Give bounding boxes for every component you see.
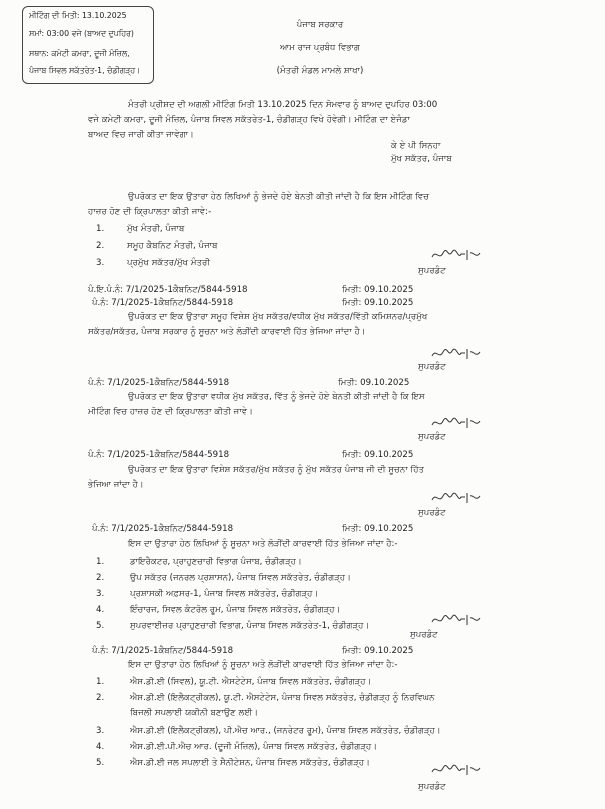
reference-date: ਮਿਤੀ: 09.10.2025 xyxy=(342,524,414,534)
section1-designation: ਸੁਪਰਡੰਟ xyxy=(418,266,446,276)
intro-line-1: ਮੰਤਰੀ ਪ੍ਰੀਸ਼ਦ ਦੀ ਅਗਲੀ ਮੀਟਿੰਗ ਮਿਤੀ 13.10.2025 ਦਿਨ ਸੋਮਵਾਰ ਨੂੰ ਬਾਅਦ ਦੁਪਹਿਰ 03:00 xyxy=(128,100,438,110)
section5-line-1: ਇਸ ਦਾ ਉਤਾਰਾ ਹੇਠ ਲਿਖਿਆਂ ਨੂੰ ਸੂਚਨਾ ਅਤੇ ਲੋੜੀਂਦੀ ਕਾਰਵਾਈ ਹਿੱਤ ਭੇਜਿਆ ਜਾਂਦਾ ਹੈ:- xyxy=(128,539,398,549)
section6-item-num: 4. xyxy=(96,742,105,752)
section1-item-text: ਪ੍ਰਮੁੱਖ ਸਕੱਤਰ/ਮੁੱਖ ਮੰਤਰੀ xyxy=(127,258,210,268)
section6-item-text: ਐਸ.ਡੀ.ਈ ਜਲ ਸਪਲਾਈ ਤੇ ਸੈਨੀਟੇਸ਼ਨ, ਪੰਜਾਬ ਸਿਵਲ ਸਕੱਤਰੇਤ, ਚੰਡੀਗੜ੍ਹ। xyxy=(130,758,370,768)
intro-line-3: ਬਾਅਦ ਵਿਚ ਜਾਰੀ ਕੀਤਾ ਜਾਵੇਗਾ। xyxy=(88,130,194,140)
reference-date: ਮਿਤੀ: 09.10.2025 xyxy=(342,450,414,460)
meeting-time: ਸਮਾਂ: 03:00 ਵਜੇ (ਬਾਅਦ ਦੁਪਹਿਰ) xyxy=(29,29,134,38)
section5-item-text: ਉਪ ਸਕੱਤਰ (ਜਨਰਲ ਪ੍ਰਸ਼ਾਸਨ), ਪੰਜਾਬ ਸਿਵਲ ਸਕੱਤਰੇਤ, ਚੰਡੀਗੜ੍ਹ। xyxy=(130,573,351,583)
reference-number: ਪੰ.ਨੰ: 7/1/2025-1ਕੈਬਨਿਟ/5844-5918 xyxy=(92,646,234,656)
handwritten-signature xyxy=(430,344,482,364)
section1-item-num: 1. xyxy=(96,224,105,234)
section5-item-num: 1. xyxy=(96,557,105,567)
section6-item-text: ਬਿਜਲੀ ਸਪਲਾਈ ਯਕੀਨੀ ਬਣਾਉਣ ਲਈ। xyxy=(130,708,259,718)
reference-number: ਪੰ.ਨੰ: 7/1/2025-1ਕੈਬਨਿਟ/5844-5918 xyxy=(92,298,234,308)
reference-date: ਮਿਤੀ: 09.10.2025 xyxy=(342,646,414,656)
section6-item-text: ਐਸ.ਡੀ.ਈ (ਇਲੈਕਟ੍ਰੀਕਲ), ਯੂ.ਟੀ. ਐਸਟੇਟੇਸ, ਪੰਜਾਬ ਸਿਵਲ ਸਕੱਤਰੇਤ, ਚੰਡੀਗੜ੍ਹ ਨੂੰ ਨਿਰਵਿਘਨ xyxy=(130,693,435,703)
section6-item-text: ਐਸ.ਡੀ.ਈ.ਪੀ.ਐਚ ਆਰ. (ਦੂਜੀ ਮੰਜ਼ਿਲ), ਪੰਜਾਬ ਸਿਵਲ ਸਕੱਤਰੇਤ, ਚੰਡੀਗੜ੍ਹ। xyxy=(130,742,378,752)
section4-line-1: ਉਪਰੋਕਤ ਦਾ ਇਕ ਉਤਾਰਾ ਵਿਸ਼ੇਸ਼ ਸਕੱਤਰ/ਮੁੱਖ ਸਕੱਤਰ ਨੂੰ ਮੁੱਖ ਸਕੱਤਰ ਪੰਜਾਬ ਜੀ ਦੀ ਸੂਚਨਾ ਹਿੱਤ xyxy=(128,465,424,475)
section1-line-1: ਉਪਰੋਕਤ ਦਾ ਇਕ ਉਤਾਰਾ ਹੇਠ ਲਿਖਿਆਂ ਨੂੰ ਭੇਜਦੇ ਹੋਏ ਬੇਨਤੀ ਕੀਤੀ ਜਾਂਦੀ ਹੈ ਕਿ ਇਸ ਮੀਟਿੰਗ ਵਿਚ xyxy=(128,192,430,202)
section5-item-num: 2. xyxy=(96,573,105,583)
reference-date: ਮਿਤੀ: 09.10.2025 xyxy=(342,298,414,308)
section6-line-1: ਇਸ ਦਾ ਉਤਾਰਾ ਹੇਠ ਲਿਖਿਆਂ ਨੂੰ ਸੂਚਨਾ ਅਤੇ ਲੋੜੀਂਦੀ ਕਾਰਵਾਈ ਹਿੱਤ ਭੇਜਿਆ ਜਾਂਦਾ ਹੈ:- xyxy=(128,660,398,670)
section4-line-2: ਭੇਜਿਆ ਜਾਂਦਾ ਹੈ। xyxy=(88,480,144,490)
section3-line-1: ਉਪਰੋਕਤ ਦਾ ਇਕ ਉਤਾਰਾ ਵਧੀਕ ਮੁੱਖ ਸਕੱਤਰ, ਵਿੱਤ ਨੂੰ ਭੇਜਦੇ ਹੋਏ ਬੇਨਤੀ ਕੀਤੀ ਜਾਂਦੀ ਹੈ ਕਿ ਇਸ xyxy=(128,392,425,402)
handwritten-signature xyxy=(430,488,482,508)
reference-date: ਮਿਤੀ: 09.10.2025 xyxy=(342,285,414,295)
meeting-date: ਮੀਟਿੰਗ ਦੀ ਮਿਤੀ: 13.10.2025 xyxy=(29,11,127,20)
section3-line-2: ਮੀਟਿੰਗ ਵਿਚ ਹਾਜ਼ਰ ਹੋਣ ਦੀ ਕ੍ਰਿਪਾਲਤਾ ਕੀਤੀ ਜਾਵੇ। xyxy=(88,407,253,417)
section6-designation: ਸੁਪਰਡੰਟ xyxy=(418,782,446,792)
section6-item-text: ਐਸ.ਡੀ.ਈ (ਇਲੈਕਟ੍ਰੀਕਲ), ਪੀ.ਐਚ ਆਰ., (ਜਨਰੇਟਰ ਰੂਮ), ਪੰਜਾਬ ਸਿਵਲ ਸਕੱਤਰੇਤ, ਚੰਡੀਗੜ੍ਹ। xyxy=(130,726,441,736)
section5-item-num: 4. xyxy=(96,605,105,615)
section1-line-2: ਹਾਜ਼ਰ ਹੋਣ ਦੀ ਕ੍ਰਿਪਾਲਤਾ ਕੀਤੀ ਜਾਵੇ:- xyxy=(88,207,212,217)
section6-item-num: 3. xyxy=(96,726,105,736)
header-branch: (ਮੰਤਰੀ ਮੰਡਲ ਮਾਮਲੇ ਸ਼ਾਖਾ) xyxy=(276,66,364,76)
section5-item-num: 3. xyxy=(96,589,105,599)
section5-item-text: ਇੰਚਾਰਜ, ਸਿਵਲ ਕੰਟਰੋਲ ਰੂਮ, ਪੰਜਾਬ ਸਿਵਲ ਸਕੱਤਰੇਤ, ਚੰਡੀਗੜ੍ਹ। xyxy=(130,605,341,615)
section5-item-text: ਸੁਪਰਵਾਈਜ਼ਰ ਪ੍ਰਾਹੁਣਚਾਰੀ ਵਿਭਾਗ, ਪੰਜਾਬ ਸਿਵਲ ਸਕੱਤਰੇਤ-1, ਚੰਡੀਗੜ੍ਹ। xyxy=(130,621,370,631)
section6-item-num: 5. xyxy=(96,758,105,768)
section4-designation: ਸੁਪਰਡੰਟ xyxy=(418,508,446,518)
reference-number: ਪੰ.ਨੰ: 7/1/2025-1ਕੈਬਨਿਟ/5844-5918 xyxy=(92,524,234,534)
section2-line-1: ਉਪਰੋਕਤ ਦਾ ਇਕ ਉਤਾਰਾ ਸਮੂਹ ਵਿਸ਼ੇਸ਼ ਮੁੱਖ ਸਕੱਤਰ/ਵਧੀਕ ਮੁੱਖ ਸਕੱਤਰ/ਵਿੱਤੀ ਕਮਿਸ਼ਨਰ/ਪ੍ਰਮੁੱਖ xyxy=(128,312,428,322)
section6-item-num: 1. xyxy=(96,677,105,687)
section5-designation: ਸੁਪਰਡੰਟ xyxy=(410,630,438,640)
meeting-place-line2: ਪੰਜਾਬ ਸਿਵਲ ਸਕੱਤਰੇਤ-1, ਚੰਡੀਗੜ੍ਹ। xyxy=(29,66,141,75)
header-govt: ਪੰਜਾਬ ਸਰਕਾਰ xyxy=(296,20,344,30)
handwritten-signature xyxy=(430,610,482,630)
section3-designation: ਸੁਪਰਡੰਟ xyxy=(418,432,446,442)
section2-line-2: ਸਕੱਤਰ/ਸਕੱਤਰ, ਪੰਜਾਬ ਸਰਕਾਰ ਨੂੰ ਸੂਚਨਾ ਅਤੇ ਲੋੜੀਂਦੀ ਕਾਰਵਾਈ ਹਿੱਤ ਭੇਜਿਆ ਜਾਂਦਾ ਹੈ। xyxy=(88,327,366,337)
section1-item-text: ਸਮੂਹ ਕੈਬਨਿਟ ਮੰਤਰੀ, ਪੰਜਾਬ xyxy=(127,241,218,251)
signer-name: ਕੇ ਏ ਪੀ ਸਿਨਹਾ xyxy=(391,141,441,151)
meeting-notice-box xyxy=(22,6,154,84)
section5-item-text: ਡਾਇਰੈਕਟਰ, ਪ੍ਰਾਹੁਣਚਾਰੀ ਵਿਭਾਗ ਪੰਜਾਬ, ਚੰਡੀਗੜ੍ਹ। xyxy=(130,557,302,567)
section5-item-num: 5. xyxy=(96,621,105,631)
handwritten-signature xyxy=(430,760,482,780)
section2-designation: ਸੁਪਰਡੰਟ xyxy=(418,362,446,372)
meeting-place-line1: ਸਥਾਨ: ਕਮੇਟੀ ਕਮਰਾ, ਦੂਜੀ ਮੰਜ਼ਿਲ, xyxy=(29,49,130,58)
section1-item-num: 3. xyxy=(96,258,105,268)
header-department: ਆਮ ਰਾਜ ਪ੍ਰਬੰਧ ਵਿਭਾਗ xyxy=(279,43,361,53)
section6-item-text: ਐਸ.ਡੀ.ਈ (ਸਿਵਲ), ਯੂ.ਟੀ. ਐਸਟੇਟੇਸ, ਪੰਜਾਬ ਸਿਵਲ ਸਕੱਤਰੇਤ, ਚੰਡੀਗੜ੍ਹ। xyxy=(130,677,372,687)
section6-item-num: 2. xyxy=(96,693,105,703)
signer-title: ਮੁੱਖ ਸਕੱਤਰ, ਪੰਜਾਬ xyxy=(391,154,452,164)
reference-number: ਪੰ.ਨੰ: 7/1/2025-1ਕੈਬਨਿਟ/5844-5918 xyxy=(88,450,230,460)
handwritten-signature xyxy=(430,245,482,265)
reference-date: ਮਿਤੀ: 09.10.2025 xyxy=(338,378,410,388)
handwritten-signature xyxy=(430,413,482,433)
intro-line-2: ਵਜੇ ਕਮੇਟੀ ਕਮਰਾ, ਦੂਜੀ ਮੰਜ਼ਿਲ, ਪੰਜਾਬ ਸਿਵਲ ਸਕੱਤਰੇਤ-1, ਚੰਡੀਗੜ੍ਹ ਵਿਖੇ ਹੋਵੇਗੀ। ਮੀਟਿੰਗ ਦਾ ਏਜੰਡਾ xyxy=(88,115,410,125)
section1-item-num: 2. xyxy=(96,241,105,251)
section5-item-text: ਪ੍ਰਸ਼ਾਸਕੀ ਅਫ਼ਸਰ-1, ਪੰਜਾਬ ਸਿਵਲ ਸਕੱਤਰੇਤ, ਚੰਡੀਗੜ੍ਹ। xyxy=(130,589,319,599)
reference-number: ਪੰ.ਇ.ਪੰ.ਨੰ: 7/1/2025-1ਕੈਬਨਿਟ/5844-5918 xyxy=(88,285,248,295)
section1-item-text: ਮੁੱਖ ਮੰਤਰੀ, ਪੰਜਾਬ xyxy=(127,224,185,234)
reference-number: ਪੰ.ਨੰ: 7/1/2025-1ਕੈਬਨਿਟ/5844-5918 xyxy=(88,378,230,388)
